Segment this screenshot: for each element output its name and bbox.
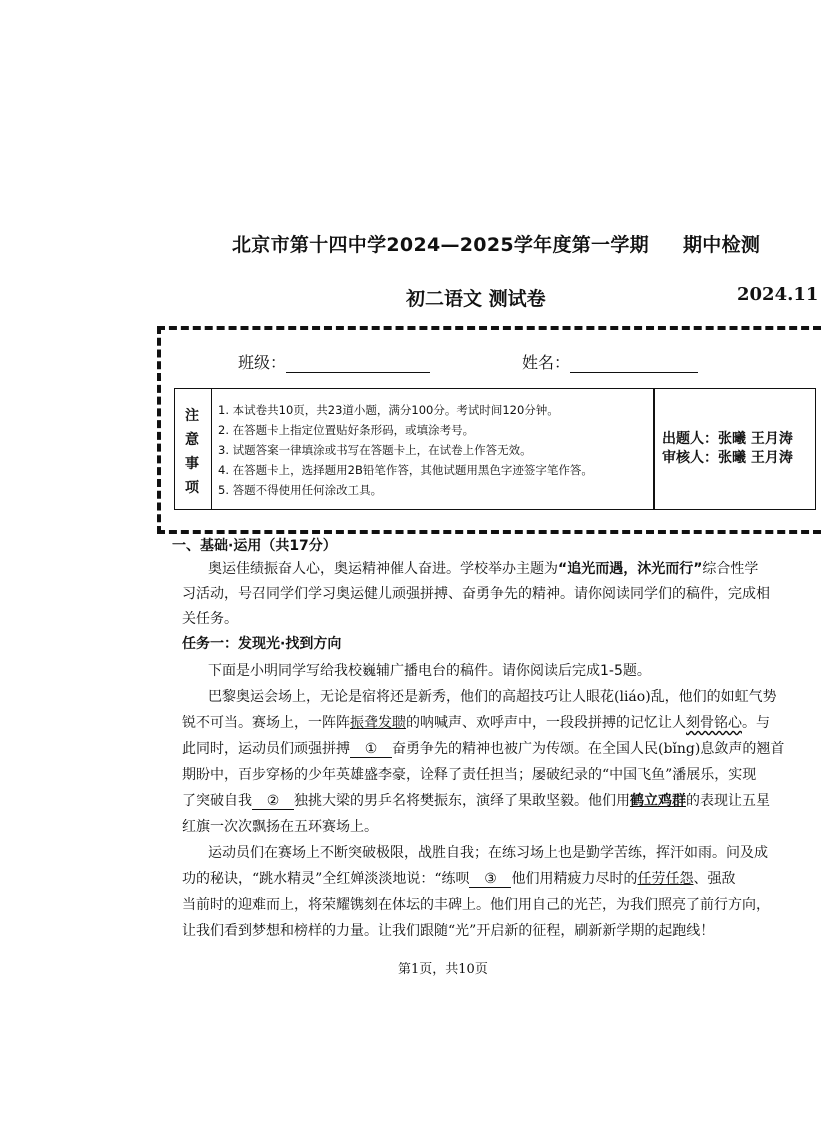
name-field[interactable]: 姓名： (522, 350, 698, 373)
passage-line-4: 期盼中，百步穿杨的少年英雄盛李豪，诠释了责任担当；屡破纪录的“中国飞鱼”潘展乐，实现 (182, 767, 757, 783)
class-field[interactable]: 班级： (238, 350, 430, 373)
rule-2: 2. 在答题卡上指定位置贴好条形码，或填涂考号。 (218, 423, 475, 437)
rule-4: 4. 在答题卡上，选择题用2B铅笔作答，其他试题用黑色字迹签字笔作答。 (218, 463, 593, 477)
rule-5: 5. 答题不得使用任何涂改工具。 (218, 483, 383, 497)
rule-1: 1. 本试卷共10页，共23道小题，满分100分。考试时间120分钟。 (218, 403, 559, 417)
exam-title: 北京市第十四中学2024—2025学年度第一学期 期中检测 (232, 234, 761, 256)
blank-2: ② (252, 793, 294, 810)
setter: 出题人：张曦 王月涛 (662, 431, 793, 447)
passage-line-8: 功的秘诀，“跳水精灵”全红婵淡淡地说：“练呗 ③ 他们用精疲力尽时的任劳任怨、强敌 (182, 871, 736, 887)
passage-line-9: 当前时的迎难而上，将荣耀镌刻在体坛的丰碑上。他们用自己的光芒，为我们照亮了前行方向， (182, 897, 770, 913)
passage-line-10: 让我们看到梦想和榜样的力量。让我们跟随“光”开启新的征程，刷新新学期的起跑线！ (182, 923, 715, 939)
passage-line-2: 锐不可当。赛场上，一阵阵振聋发聩的呐喊声、欢呼声中，一段段拼搏的记忆让人刻骨铭心。与 (182, 715, 770, 731)
passage-line-3: 此同时，运动员们顽强拼搏 ① 奋勇争先的精神也被广为传颂。在全国人民(bǐng)息敛声的翘首 (182, 741, 785, 757)
notice-label: 注 意 事 项 (175, 389, 212, 509)
task-heading: 任务一：发现光·找到方向 (182, 636, 342, 652)
passage-line-7: 运动员们在赛场上不断突破极限，战胜自我；在练习场上也是勤学苦练，挥汗如雨。问及成 (208, 845, 768, 861)
blank-1: ① (350, 741, 392, 758)
section-heading: 一、基础·运用（共17分） (172, 538, 337, 554)
blank-3: ③ (469, 871, 511, 888)
exam-subtitle: 初二语文 测试卷 (406, 288, 546, 310)
page-footer: 第1页，共10页 (398, 962, 488, 977)
intro-line-1: 奥运佳绩振奋人心，奥运精神催人奋进。学校举办主题为“追光而遇，沐光而行”综合性学 (208, 561, 759, 577)
task-intro: 下面是小明同学写给我校巍辅广播电台的稿件。请你阅读后完成1-5题。 (208, 663, 651, 679)
passage-line-1: 巴黎奥运会场上，无论是宿将还是新秀，他们的高超技巧让人眼花(liáo)乱，他们的如虹气势 (208, 689, 777, 705)
exam-date: 2024.11 (737, 284, 819, 305)
passage-line-6: 红旗一次次飘扬在五环赛场上。 (182, 819, 378, 835)
intro-line-2: 习活动，号召同学们学习奥运健儿顽强拼搏、奋勇争先的精神。请你阅读同学们的稿件，完成相 (182, 586, 770, 602)
rule-3: 3. 试题答案一律填涂或书写在答题卡上，在试卷上作答无效。 (218, 443, 532, 457)
notice-divider (653, 389, 655, 509)
passage-line-5: 了突破自我 ② 独挑大梁的男乒名将樊振东，演绎了果敢坚毅。他们用鹤立鸡群的表现让五星 (182, 793, 770, 809)
reviewer: 审核人：张曦 王月涛 (662, 450, 793, 466)
intro-line-3: 关任务。 (182, 611, 238, 627)
